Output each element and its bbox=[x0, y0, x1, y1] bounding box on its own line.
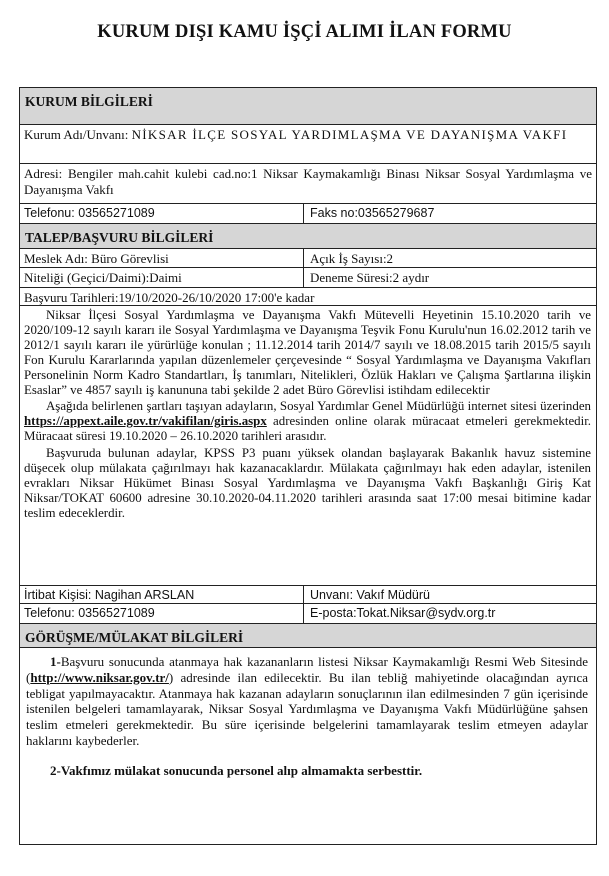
basvuru-tarihleri: Başvuru Tarihleri:19/10/2020-26/10/2020 17:00'e kadar bbox=[20, 287, 596, 305]
meslek-row bbox=[20, 248, 596, 267]
acik-is-sayisi: Açık İş Sayısı:2 bbox=[310, 251, 394, 266]
mulakat-item-1-b: ) adresinde ilan edilecektir. Bu ilan tebliğ mahiyetinde olacağından ayrıca tebligat yapılmayacaktır. Atanmaya hak kazanan adayların sonuçlarının ilan edilmesinden 7 gün içerisinde istenilen belgeleri tamamlayarak, Niksar Sosyal Yardımlaşma ve Dayanışma Vakfı Müdürlüğüne şahsen teslim etmeleri gerekmektedir. Bu süre içerisinde belgelerini tamamlayarak teslim etmeyen adaylar haklarını kaybederler. bbox=[26, 669, 588, 748]
kurum-contact-row bbox=[20, 203, 596, 223]
talep-paragraph-2 bbox=[24, 399, 591, 444]
meslek-adi: Meslek Adı: Büro Görevlisi bbox=[20, 249, 304, 267]
basvuru-link[interactable]: https://appext.aile.gov.tr/vakifilan/giris.aspx bbox=[24, 414, 267, 429]
niteligi: Niteliği (Geçici/Daimi):Daimi bbox=[20, 268, 304, 287]
kurum-adi-label: Kurum Adı/Unvanı: bbox=[24, 127, 129, 142]
announcement-form bbox=[19, 87, 597, 845]
talep-description bbox=[20, 305, 596, 585]
section-header-talep: TALEP/BAŞVURU BİLGİLERİ bbox=[20, 223, 596, 248]
mulakat-item-1-a: Başvuru sonucunda atanmaya hak kazananların listesi Niksar Kaymakamlığı Resmi Web Sitesinde bbox=[60, 654, 588, 669]
talep-paragraph-3: Başvuruda bulunan adaylar, KPSS P3 puanı yüksek olandan başlayarak Bakanlık havuz sistemine düşecek olup mülakata çağırılmayı hak kazanacaklardır. Mülakata çağırılmayı hak eden adaylar, istenilen evrakları Niksar Hükümet Binası Sosyal Yardımlaşma ve Dayanışma Vakfı Başkanlığı Giriş Kat Niksar/TOKAT 60600 adresine 30.10.2020-04.11.2020 tarihleri arasında saat 17:00 mesai bitimine kadar teslim edeceklerdir. bbox=[24, 446, 591, 520]
talep-paragraph-1: Niksar İlçesi Sosyal Yardımlaşma ve Dayanışma Vakfı Mütevelli Heyetinin 15.10.2020 tarih ve 2020/109-12 sayılı kararı ile Sosyal Yardımlaşma ve Dayanışma Teşvik Fonu Kurulu'nun 16.02.2012 tarih ve 2012/1 sayılı kararı ile yürürlüğe konulan ; 11.12.2014 tarih 2014/7 sayılı ve 18.08.2015 tarih 2015/5 sayılı Fon Kurulu Kararlarında yapılan düzenlemeler çerçevesinde “ Sosyal Yardımlaşma ve Dayanışma Vakıfları Personelinin Norm Kadro Standartları, İş tanımları, Nitelikleri, Özlük Hakları ve Çalışma Şartlarına ilişkin Esaslar” ve 4857 sayılı iş kanununa tabi şekilde 2 adet Büro Görevlisi istihdam edilecektir bbox=[24, 308, 591, 397]
irtibat-telefon: Telefonu: 03565271089 bbox=[20, 604, 304, 623]
irtibat-contact-row bbox=[20, 603, 596, 623]
talep-paragraph-2-b: adresinden online olarak müracaat etmeleri gerekmektedir. Müracaat süresi 19.10.2020 – 26.10.2020 tarihleri arasıdır. bbox=[24, 414, 591, 444]
irtibat-kisisi: İrtibat Kişisi: Nagihan ARSLAN bbox=[20, 586, 304, 603]
mulakat-item-1-number: 1- bbox=[50, 654, 61, 669]
form-title: KURUM DIŞI KAMU İŞÇİ ALIMI İLAN FORMU bbox=[97, 22, 512, 42]
section-header-mulakat: GÖRÜŞME/MÜLAKAT BİLGİLERİ bbox=[20, 623, 596, 647]
deneme-suresi: Deneme Süresi:2 aydır bbox=[310, 270, 430, 285]
kurum-adi-value: NİKSAR İLÇE SOSYAL YARDIMLAŞMA VE DAYANIŞMA VAKFI bbox=[131, 127, 568, 142]
irtibat-row bbox=[20, 585, 596, 603]
kurum-faks: Faks no:03565279687 bbox=[310, 206, 435, 220]
adres-label: Adresi: bbox=[24, 166, 63, 181]
adres-row bbox=[20, 163, 596, 203]
adres-value: Bengiler mah.cahit kulebi cad.no:1 Niksar Kaymakamlığı Binası Niksar Sosyal Yardımlaşma ve Dayanışma Vakfı bbox=[24, 166, 593, 197]
irtibat-eposta: E-posta:Tokat.Niksar@sydv.org.tr bbox=[310, 606, 496, 620]
mulakat-item-2: 2-Vakfımız mülakat sonucunda personel alıp almamakta serbesttir. bbox=[50, 762, 423, 778]
kurum-telefon: Telefonu: 03565271089 bbox=[20, 204, 304, 223]
mulakat-description bbox=[20, 647, 596, 844]
niksar-website-link[interactable]: http://www.niksar.gov.tr/ bbox=[30, 669, 169, 685]
talep-paragraph-2-a: Aşağıda belirlenen şartları taşıyan adayların, Sosyal Yardımlar Genel Müdürlüğü internet sitesi üzerinden bbox=[46, 399, 591, 414]
section-header-kurum: KURUM BİLGİLERİ bbox=[20, 88, 596, 124]
kurum-adi-row bbox=[20, 124, 596, 163]
mulakat-item-1-paren: ( bbox=[26, 669, 31, 685]
irtibat-unvan: Unvanı: Vakıf Müdürü bbox=[310, 588, 430, 602]
mulakat-item-1 bbox=[26, 654, 588, 749]
nitelik-row bbox=[20, 267, 596, 287]
